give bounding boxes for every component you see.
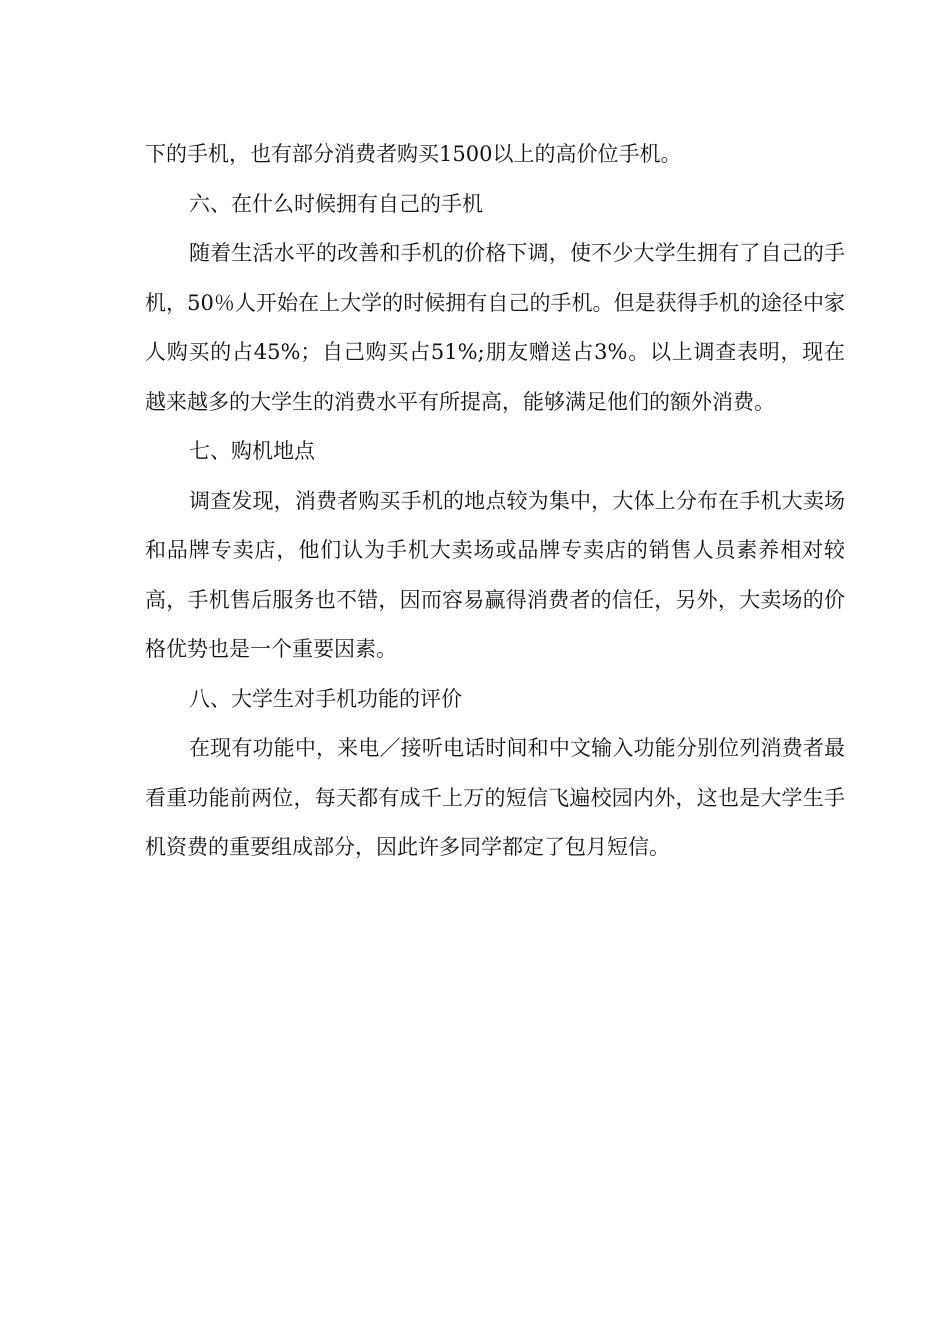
paragraph-continuation: 下的手机，也有部分消费者购买1500以上的高价位手机。 bbox=[145, 142, 682, 166]
paragraph-phone-ownership: 随着生活水平的改善和手机的价格下调，使不少大学生拥有了自己的手机，50％人开始在上大学的时候拥有自己的手机。但是获得手机的途径中家人购买的占45%；自己购买占51%;朋友赠送占3%。以上调查表明，现在越来越多的大学生的消费水平有所提高，能够满足他们的额外消费。 bbox=[145, 241, 845, 414]
section-heading-eight: 八、大学生对手机功能的评价 bbox=[189, 686, 462, 711]
section-heading-seven: 七、购机地点 bbox=[189, 439, 315, 463]
paragraph-purchase-location: 调查发现，消费者购买手机的地点较为集中，大体上分布在手机大卖场和品牌专卖店，他们认为手机大卖场或品牌专卖店的销售人员素养相对较高，手机售后服务也不错，因而容易赢得消费者的信任，另外，大卖场的价格优势也是一个重要因素。 bbox=[145, 488, 845, 661]
section-heading-six: 六、在什么时候拥有自己的手机 bbox=[189, 191, 483, 216]
paragraph-function-evaluation: 在现有功能中，来电／接听电话时间和中文输入功能分别位列消费者最看重功能前两位，每天都有成千上万的短信飞遍校园内外，这也是大学生手机资费的重要组成部分，因此许多同学都定了包月短信。 bbox=[145, 736, 845, 859]
document-body bbox=[145, 130, 845, 873]
